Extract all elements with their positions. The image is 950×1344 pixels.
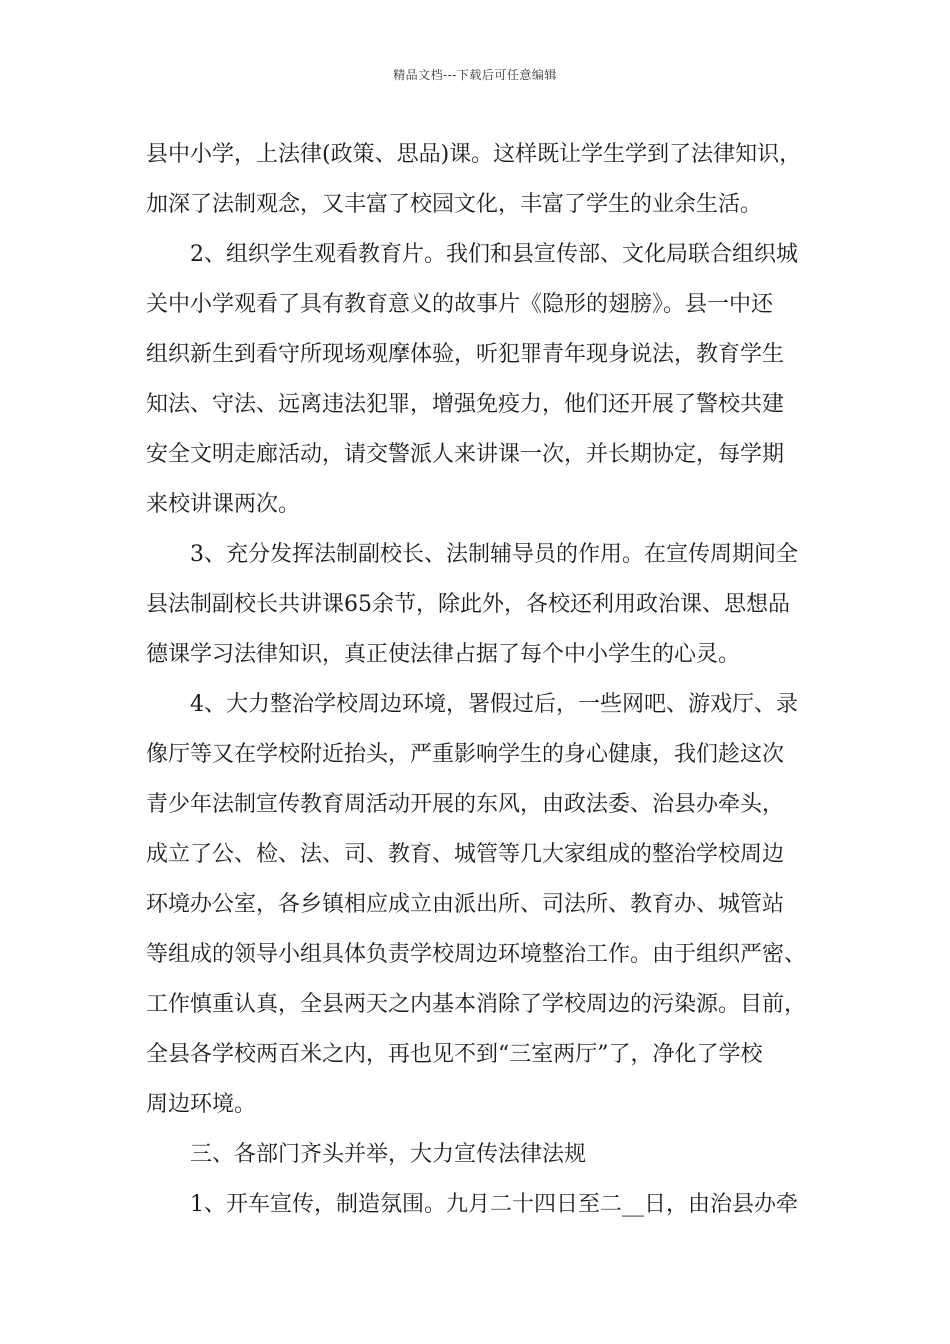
- text-line: 组织新生到看守所现场观摩体验，听犯罪青年现身说法，教育学生: [146, 342, 785, 367]
- text-line: 工作慎重认真，全县两天之内基本消除了学校周边的污染源。目前，: [146, 992, 807, 1017]
- text-line: 等组成的领导小组具体负责学校周边环境整治工作。由于组织严密、: [146, 942, 807, 967]
- text-line: 2、组织学生观看教育片。我们和县宣传部、文化局联合组织城: [190, 242, 798, 267]
- text-line: 三、各部门齐头并举，大力宣传法律法规: [190, 1142, 587, 1167]
- document-body: [146, 130, 836, 1230]
- text-line: 1、开车宣传，制造氛围。九月二十四日至二__日，由治县办牵: [190, 1192, 798, 1217]
- text-line: 德课学习法律知识，真正使法律占据了每个中小学生的心灵。: [146, 642, 741, 667]
- text-line: 3、充分发挥法制副校长、法制辅导员的作用。在宣传周期间全: [190, 542, 798, 567]
- text-line: 安全文明走廊活动，请交警派人来讲课一次，并长期协定，每学期: [146, 442, 785, 467]
- page-header: 精品文档---下载后可任意编辑: [393, 68, 557, 82]
- text-line: 知法、守法、远离违法犯罪，增强免疫力，他们还开展了警校共建: [146, 392, 785, 417]
- text-line: 加深了法制观念，又丰富了校园文化，丰富了学生的业余生活。: [146, 192, 763, 217]
- text-line: 县法制副校长共讲课65余节，除此外，各校还利用政治课、思想品: [146, 592, 790, 617]
- text-line: 县中小学，上法律(政策、思品)课。这样既让学生学到了法律知识，: [146, 142, 802, 167]
- text-line: 全县各学校两百米之内，再也见不到“三室两厅”了，净化了学校: [146, 1042, 763, 1067]
- text-line: 周边环境。: [146, 1092, 257, 1117]
- text-line: 关中小学观看了具有教育意义的故事片《隐形的翅膀》。县一中还: [146, 292, 774, 317]
- text-line: 来校讲课两次。: [146, 492, 301, 517]
- text-line: 成立了公、检、法、司、教育、城管等几大家组成的整治学校周边: [146, 842, 785, 867]
- text-line: 环境办公室，各乡镇相应成立由派出所、司法所、教育办、城管站: [146, 892, 785, 917]
- text-line: 像厅等又在学校附近抬头，严重影响学生的身心健康，我们趁这次: [146, 742, 785, 767]
- text-line: 青少年法制宣传教育周活动开展的东风，由政法委、治县办牵头，: [146, 792, 785, 817]
- text-line: 4、大力整治学校周边环境，署假过后，一些网吧、游戏厅、录: [190, 692, 798, 717]
